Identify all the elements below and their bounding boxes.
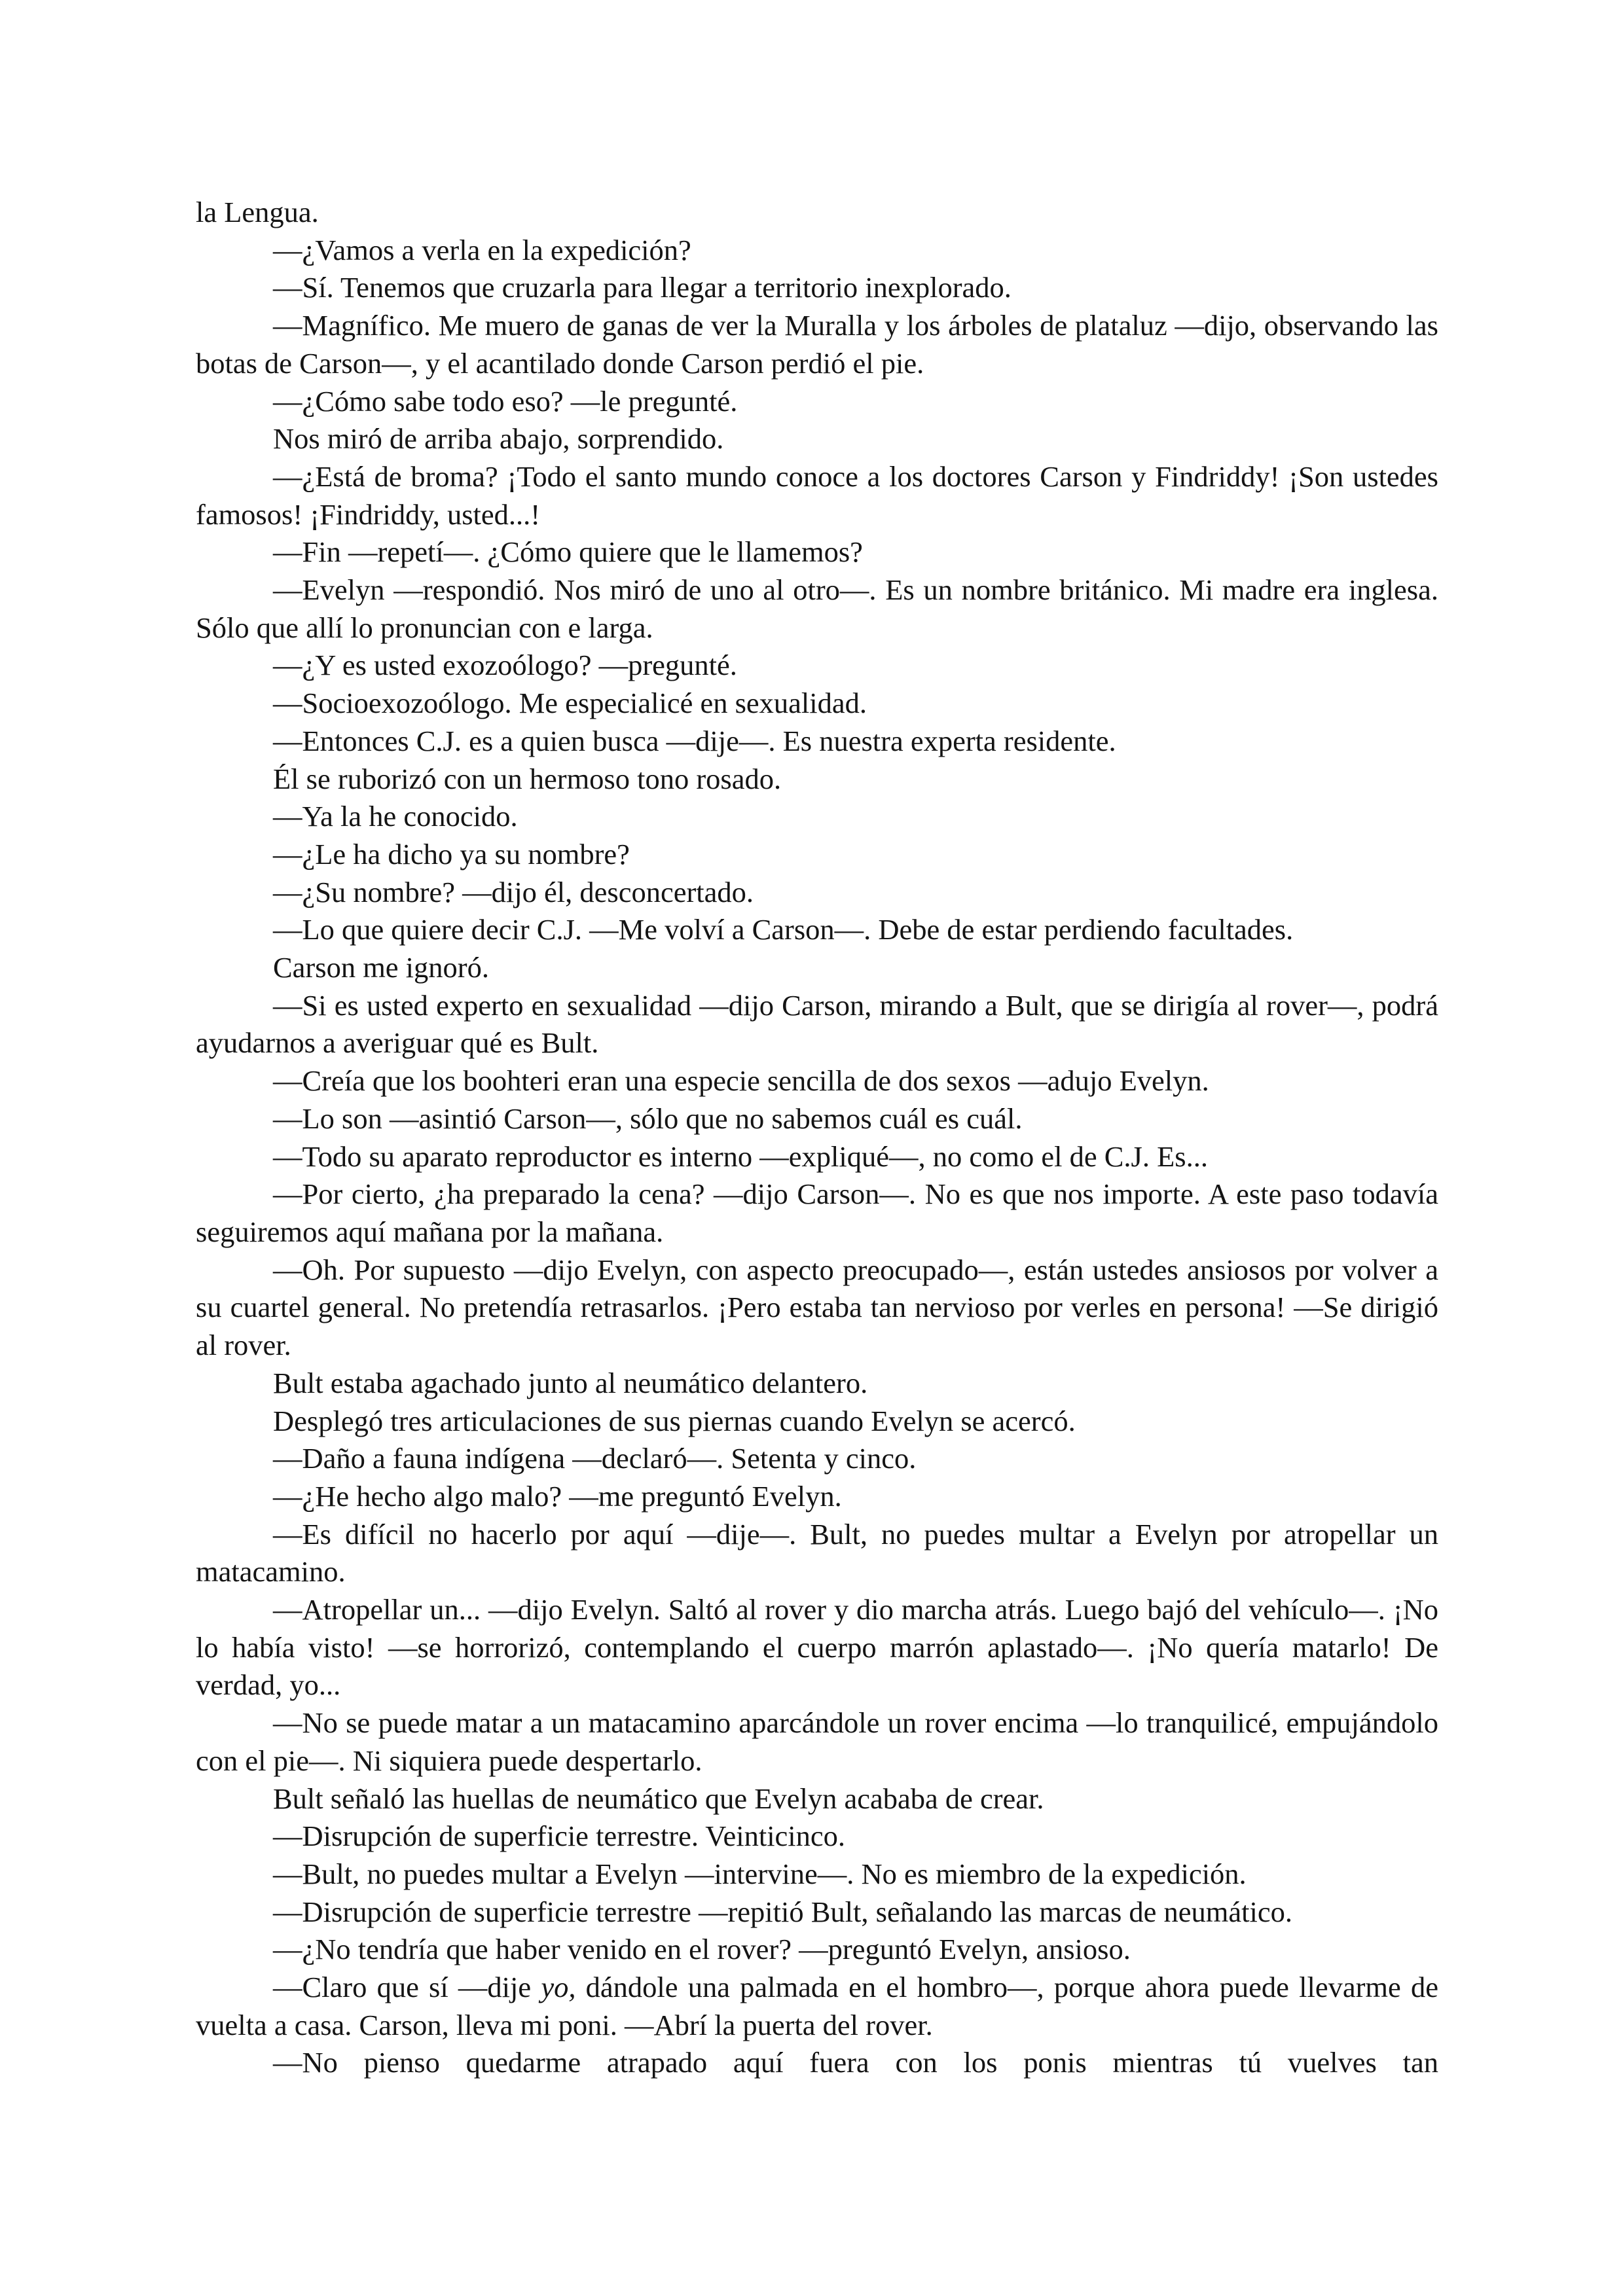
paragraph: —¿Su nombre? —dijo él, desconcertado. xyxy=(273,875,754,908)
paragraph: Desplegó tres articulaciones de sus piernas cuando Evelyn se acercó. xyxy=(273,1404,1076,1437)
paragraph: Él se ruborizó con un hermoso tono rosado. xyxy=(273,762,782,795)
paragraph: —¿Le ha dicho ya su nombre? xyxy=(273,837,630,870)
paragraph: —Disrupción de superficie terrestre. Veinticinco. xyxy=(273,1820,846,1853)
paragraph: —Fin —repetí—. ¿Cómo quiere que le llamemos? xyxy=(273,535,863,569)
paragraph: —Creía que los boohteri eran una especie sencilla de dos sexos —adujo Evelyn. xyxy=(273,1064,1209,1098)
paragraph: —Si es usted experto en sexualidad —dijo Carson, mirando a Bult, que se dirigía al rover—, podrá ayudarnos a averiguar qué es Bult. xyxy=(196,988,1438,1060)
paragraph: —¿Y es usted exozoólogo? —pregunté. xyxy=(273,649,737,682)
paragraph: la Lengua. xyxy=(196,196,319,228)
paragraph: Bult estaba agachado junto al neumático delantero. xyxy=(273,1366,868,1399)
paragraph: —Ya la he conocido. xyxy=(273,800,518,833)
paragraph: —Disrupción de superficie terrestre —repitió Bult, señalando las marcas de neumático. xyxy=(273,1895,1292,1928)
paragraph-continued: —No pienso quedarme atrapado aquí fuera con los ponis mientras tú vuelves tan xyxy=(273,2046,1438,2079)
paragraph: —Lo que quiere decir C.J. —Me volví a Carson—. Debe de estar perdiendo facultades. xyxy=(273,913,1294,946)
paragraph: —Evelyn —respondió. Nos miró de uno al otro—. Es un nombre británico. Mi madre era inglesa. Sólo que allí lo pronuncian con e larga. xyxy=(196,573,1438,644)
paragraph: Bult señaló las huellas de neumático que Evelyn acababa de crear. xyxy=(273,1782,1044,1815)
paragraph: —Sí. Tenemos que cruzarla para llegar a territorio inexplorado. xyxy=(273,271,1012,304)
paragraph: —No se puede matar a un matacamino aparcándole un rover encima —lo tranquilicé, empujándolo con el pie—. Ni siquiera puede despertarlo. xyxy=(196,1706,1438,1777)
paragraph: —¿Está de broma? ¡Todo el santo mundo conoce a los doctores Carson y Findriddy! ¡Son ustedes famosos! ¡Findriddy, usted...! xyxy=(196,459,1438,531)
paragraph: —Oh. Por supuesto —dijo Evelyn, con aspecto preocupado—, están ustedes ansiosos por volver a su cuartel general. No pretendía retrasarlos. ¡Pero estaba tan nervioso por verles en persona! —Se dirigió al rover. xyxy=(196,1253,1438,1362)
paragraph: —Atropellar un... —dijo Evelyn. Saltó al rover y dio marcha atrás. Luego bajó del vehículo—. ¡No lo había visto! —se horrorizó, contemplando el cuerpo marrón aplastado—. ¡No quería matarlo! De verdad, yo... xyxy=(196,1593,1438,1702)
paragraph: —¿Vamos a verla en la expedición? xyxy=(273,233,691,266)
paragraph: —Todo su aparato reproductor es interno —expliqué—, no como el de C.J. Es... xyxy=(273,1139,1208,1173)
paragraph: —¿Cómo sabe todo eso? —le pregunté. xyxy=(273,384,738,418)
paragraph: Nos miró de arriba abajo, sorprendido. xyxy=(273,422,724,456)
paragraph-text-before: —Claro que sí —dije xyxy=(273,1971,541,2004)
paragraph: —¿He hecho algo malo? —me preguntó Evelyn. xyxy=(273,1479,842,1513)
paragraph: —Daño a fauna indígena —declaró—. Setenta y cinco. xyxy=(273,1442,917,1475)
paragraph: —Lo son —asintió Carson—, sólo que no sabemos cuál es cuál. xyxy=(273,1102,1023,1135)
paragraph-with-emphasis xyxy=(196,1969,1438,2044)
body-text xyxy=(196,194,1438,2082)
paragraph: —Entonces C.J. es a quien busca —dije—. Es nuestra experta residente. xyxy=(273,724,1116,757)
paragraph: —Es difícil no hacerlo por aquí —dije—. Bult, no puedes multar a Evelyn por atropellar un matacamino. xyxy=(196,1517,1438,1588)
paragraph: —Bult, no puedes multar a Evelyn —intervine—. No es miembro de la expedición. xyxy=(273,1857,1247,1890)
paragraph: —¿No tendría que haber venido en el rover? —preguntó Evelyn, ansioso. xyxy=(273,1933,1131,1966)
paragraph: —Por cierto, ¿ha preparado la cena? —dijo Carson—. No es que nos importe. A este paso todavía seguiremos aquí mañana por la mañana. xyxy=(196,1177,1438,1248)
paragraph: Carson me ignoró. xyxy=(273,951,489,984)
paragraph: —Magnífico. Me muero de ganas de ver la Muralla y los árboles de plataluz —dijo, observando las botas de Carson—, y el acantilado donde Carson perdió el pie. xyxy=(196,309,1438,380)
emphasis-text: yo, xyxy=(541,1971,576,2004)
paragraph: —Socioexozoólogo. Me especialicé en sexualidad. xyxy=(273,687,867,720)
paragraph-text-after: dándole una palmada en el hombro—, porque ahora puede llevarme de vuelta a casa. Carson, lleva mi poni. —Abrí la puerta del rover. xyxy=(196,1971,1438,2041)
